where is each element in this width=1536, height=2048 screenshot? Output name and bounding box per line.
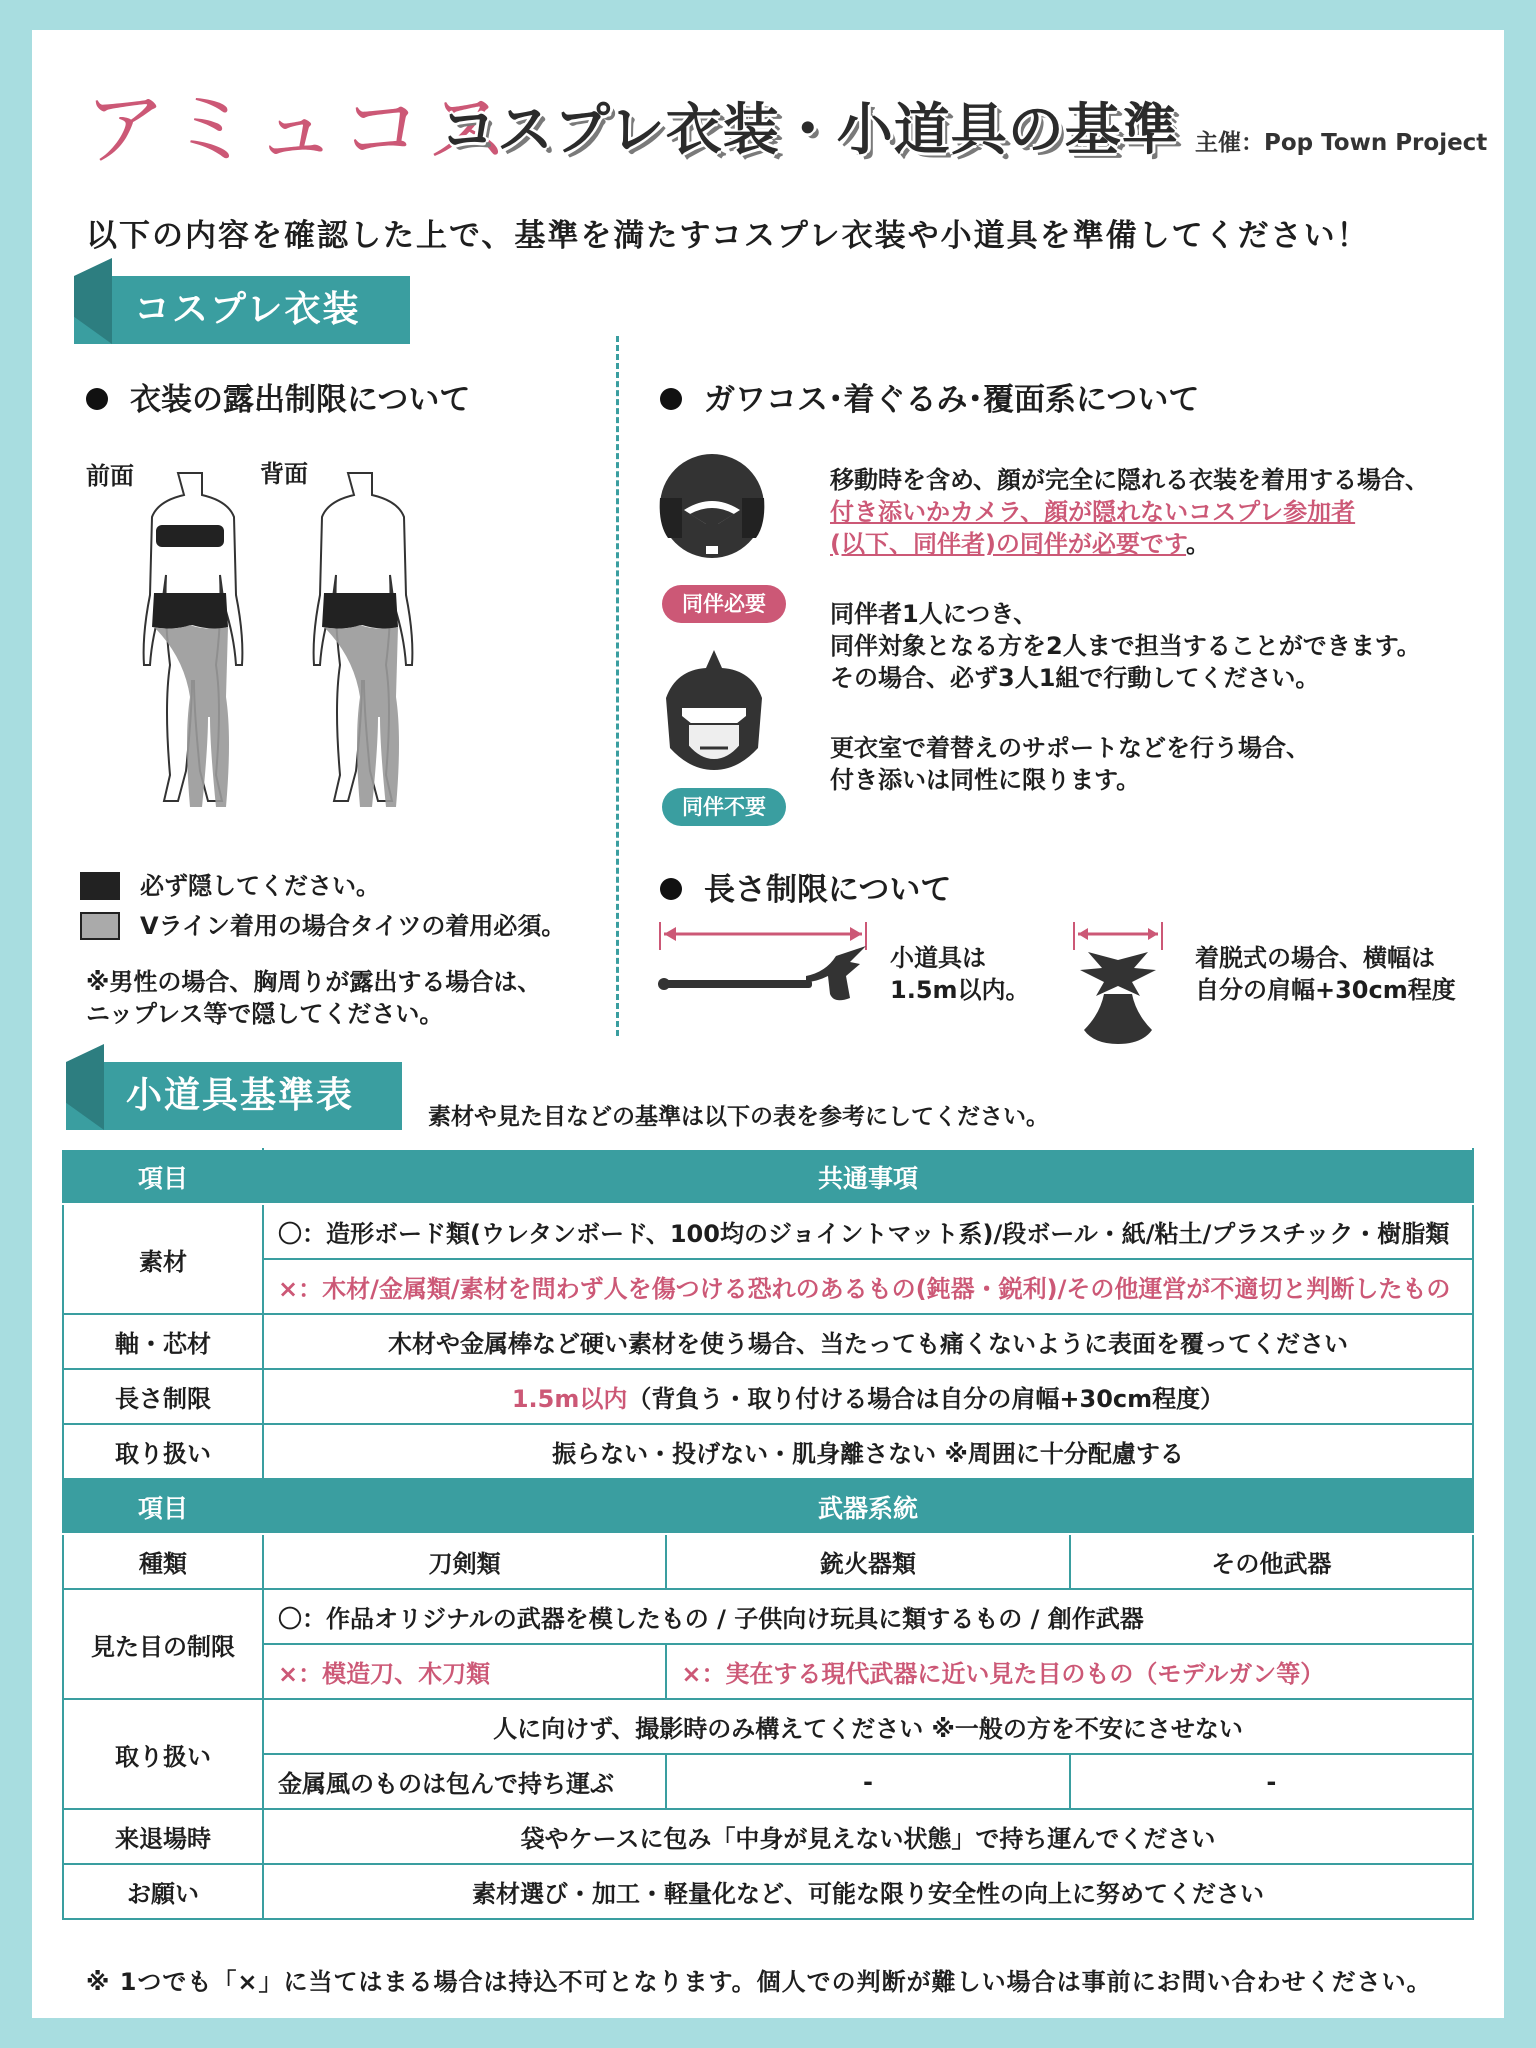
exposure-heading-text: 衣装の露出制限について	[130, 382, 471, 418]
row-label: 長さ制限	[63, 1369, 263, 1424]
paragraph-line: その場合、必ず3人1組で行動してください。	[830, 664, 1320, 692]
table-header-cell: 共通事項	[263, 1149, 1473, 1204]
companion-paragraph-1	[830, 464, 1429, 560]
full-mask-helmet-icon	[650, 448, 774, 572]
wearable-width-icon	[1070, 920, 1166, 1052]
table-row	[63, 1314, 1473, 1369]
length-heading	[660, 864, 951, 909]
props-criteria-table	[62, 1148, 1474, 1920]
width-line: 自分の肩幅+30cm程度	[1195, 976, 1456, 1004]
table-header-cell: 武器系統	[263, 1479, 1473, 1534]
table-cell: 人に向けず、撮影時のみ構えてください ※一般の方を不安にさせない	[263, 1699, 1473, 1754]
exposure-heading	[86, 374, 470, 419]
page-title: コスプレ衣装・小道具の基準	[440, 98, 1179, 163]
look-ng-sword-cell: ×：模造刀、木刀類	[263, 1644, 666, 1699]
paragraph-line-highlight: 付き添いかカメラ、顔が隠れないコスプレ参加者	[830, 498, 1356, 526]
table-row	[63, 1369, 1473, 1424]
bullet-icon	[660, 878, 682, 900]
paragraph-line: 移動時を含め、顔が完全に隠れる衣装を着用する場合、	[830, 466, 1430, 494]
table-cell: -	[666, 1754, 1069, 1809]
look-ng-gun-cell: ×：実在する現代武器に近い見た目のもの（モデルガン等）	[666, 1644, 1473, 1699]
male-note	[86, 966, 541, 1030]
companion-paragraph-3	[830, 732, 1310, 796]
body-front-figure	[120, 465, 260, 845]
material-ng-cell: ×：木材/金属類/素材を問わず人を傷つける恐れのあるもの(鈍器・鋭利)/その他運営が不適切と判断したもの	[263, 1259, 1473, 1314]
paragraph-line-highlight: (以下、同伴者)の同伴が必要です	[830, 530, 1187, 558]
face-mask-hero-icon	[660, 648, 768, 772]
row-label: 見た目の制限	[63, 1589, 263, 1699]
paragraph-line: 同伴者1人につき、	[830, 600, 1038, 628]
table-row	[63, 1204, 1473, 1259]
gawakosu-heading-text: ガワコス･着ぐるみ･覆面系について	[704, 382, 1200, 418]
column-divider	[616, 336, 619, 1036]
table-cell: 素材選び・加工・軽量化など、可能な限り安全性の向上に努めてください	[263, 1864, 1473, 1919]
legend-gray-swatch	[80, 912, 120, 940]
legend-black-swatch	[80, 872, 120, 900]
table-cell: 刀剣類	[263, 1534, 666, 1589]
table-header-cell: 項目	[63, 1479, 263, 1534]
table-cell: 木材や金属棒など硬い素材を使う場合、当たっても痛くないように表面を覆ってください	[263, 1314, 1473, 1369]
length-line: 1.5m以内。	[890, 976, 1030, 1004]
section-band-props	[66, 1062, 402, 1130]
table-row	[63, 1424, 1473, 1479]
legend-gray-text: Vライン着用の場合タイツの着用必須。	[140, 912, 566, 940]
paragraph-line: 更衣室で着替えのサポートなどを行う場合、	[830, 734, 1310, 762]
material-ok-cell: 〇：造形ボード類(ウレタンボード、100均のジョイントマット系)/段ボール・紙/粘土/プラスチック・樹脂類	[263, 1204, 1473, 1259]
table-cell: 銃火器類	[666, 1534, 1069, 1589]
table-cell: -	[1070, 1754, 1473, 1809]
badge-companion-not-required: 同伴不要	[662, 788, 786, 826]
table-row	[63, 1149, 1473, 1204]
row-label: お願い	[63, 1864, 263, 1919]
row-label: 来退場時	[63, 1809, 263, 1864]
table-row	[63, 1699, 1473, 1754]
male-note-line: ニップレス等で隠してください。	[86, 1000, 444, 1028]
table-cell: その他武器	[1070, 1534, 1473, 1589]
wearable-width-text	[1195, 942, 1456, 1006]
section-band-label: 小道具基準表	[126, 1075, 355, 1116]
row-label: 取り扱い	[63, 1699, 263, 1809]
length-line: 小道具は	[890, 944, 986, 972]
table-row	[63, 1534, 1473, 1589]
width-line: 着脱式の場合、横幅は	[1195, 944, 1435, 972]
paragraph-end: 。	[1186, 530, 1211, 558]
footer-note: ※ 1つでも「×」に当てはまる場合は持込不可となります。個人での判断が難しい場合は事前にお問い合わせください。	[86, 1968, 1432, 1996]
props-subtitle: 素材や見た目などの基準は以下の表を参考にしてください。	[428, 1104, 1049, 1130]
table-cell: 袋やケースに包み「中身が見えない状態」で持ち運んでください	[263, 1809, 1473, 1864]
table-header-cell: 項目	[63, 1149, 263, 1204]
table-row	[63, 1754, 1473, 1809]
back-label: 背面	[260, 460, 308, 488]
table-row	[63, 1479, 1473, 1534]
front-label: 前面	[86, 462, 134, 490]
male-note-line: ※男性の場合、胸周りが露出する場合は、	[86, 968, 542, 996]
row-label: 素材	[63, 1204, 263, 1314]
table-row	[63, 1644, 1473, 1699]
length-limit-highlight: 1.5m以内	[511, 1385, 628, 1413]
logo: アミュコス	[84, 82, 513, 177]
paragraph-line: 付き添いは同性に限ります。	[830, 766, 1141, 794]
table-cell: 振らない・投げない・肌身離さない ※周囲に十分配慮する	[263, 1424, 1473, 1479]
intro-text: 以下の内容を確認した上で、基準を満たすコスプレ衣装や小道具を準備してください！	[86, 218, 1370, 254]
bullet-icon	[660, 388, 682, 410]
prop-length-text	[890, 942, 1030, 1006]
length-limit-text: （背負う・取り付ける場合は自分の肩幅+30cm程度）	[627, 1385, 1225, 1413]
staff-length-icon	[656, 920, 870, 1020]
section-band-costume	[74, 276, 410, 344]
badge-companion-required: 同伴必要	[662, 585, 786, 623]
companion-paragraph-2	[830, 598, 1421, 694]
length-heading-text: 長さ制限について	[704, 872, 952, 908]
row-label: 種類	[63, 1534, 263, 1589]
legend-black-text: 必ず隠してください。	[140, 872, 380, 900]
table-row	[63, 1864, 1473, 1919]
table-row	[63, 1259, 1473, 1314]
body-back-figure	[290, 465, 430, 845]
row-label: 取り扱い	[63, 1424, 263, 1479]
look-ok-cell: 〇：作品オリジナルの武器を模したもの / 子供向け玩具に類するもの / 創作武器	[263, 1589, 1473, 1644]
table-cell	[263, 1369, 1473, 1424]
section-band-label: コスプレ衣装	[134, 289, 361, 330]
bullet-icon	[86, 388, 108, 410]
paragraph-line: 同伴対象となる方を2人まで担当することができます。	[830, 632, 1421, 660]
organizer: 主催：Pop Town Project	[1195, 130, 1488, 156]
table-row	[63, 1589, 1473, 1644]
row-label: 軸・芯材	[63, 1314, 263, 1369]
gawakosu-heading	[660, 374, 1199, 419]
table-cell: 金属風のものは包んで持ち運ぶ	[263, 1754, 666, 1809]
table-row	[63, 1809, 1473, 1864]
